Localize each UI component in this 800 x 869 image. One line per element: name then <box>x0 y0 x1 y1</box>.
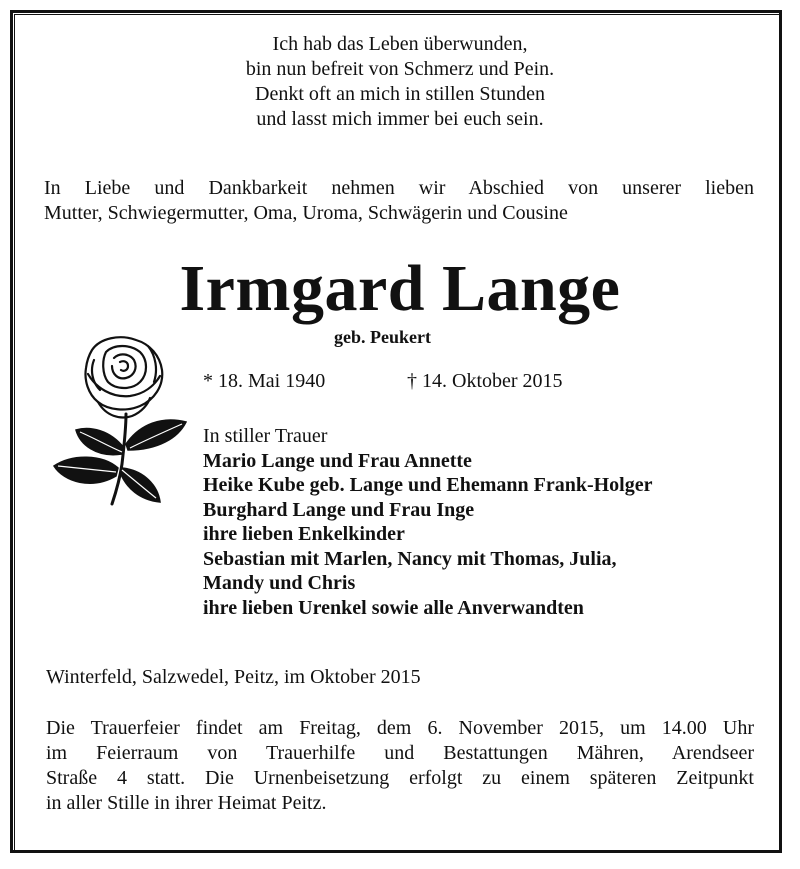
mourner-line: Mandy und Chris <box>203 572 356 594</box>
mourner-line: ihre lieben Enkelkinder <box>203 523 405 545</box>
place-and-date: Winterfeld, Salzwedel, Peitz, im Oktober 2015 <box>46 666 421 688</box>
death-date: † 14. Oktober 2015 <box>407 370 563 392</box>
funeral-service-info <box>46 716 754 816</box>
deceased-name: Irmgard Lange <box>179 252 621 325</box>
rose-icon <box>50 330 200 508</box>
service-line: im Feierraum von Trauerhilfe und Bestattungen Mähren, Arendseer <box>46 742 754 764</box>
poem-line: und lasst mich immer bei euch sein. <box>256 108 544 130</box>
poem-line: bin nun befreit von Schmerz und Pein. <box>245 58 555 80</box>
intro-line: Mutter, Schwiegermutter, Oma, Uroma, Schwägerin und Cousine <box>44 202 568 224</box>
poem-line: Ich hab das Leben überwunden, <box>272 33 528 55</box>
service-line: Die Trauerfeier findet am Freitag, dem 6. November 2015, um 14.00 Uhr <box>46 717 754 739</box>
mourners-list <box>203 424 653 620</box>
service-line: Straße 4 statt. Die Urnenbeisetzung erfolgt zu einem späteren Zeitpunkt <box>46 767 754 789</box>
mourner-line: Burghard Lange und Frau Inge <box>203 498 475 521</box>
poem-line: Denkt oft an mich in stillen Stunden <box>255 83 545 105</box>
mourner-line: Mario Lange und Frau Annette <box>203 449 472 472</box>
service-line: in aller Stille in ihrer Heimat Peitz. <box>46 792 327 814</box>
birth-date: * 18. Mai 1940 <box>203 370 326 392</box>
intro-line: In Liebe und Dankbarkeit nehmen wir Abschied von unserer lieben <box>44 177 754 199</box>
maiden-name: geb. Peukert <box>334 327 431 347</box>
mourner-line: ihre lieben Urenkel sowie alle Anverwandten <box>203 596 584 619</box>
mourner-line: Sebastian mit Marlen, Nancy mit Thomas, Julia, <box>203 547 617 570</box>
mourner-line: Heike Kube geb. Lange und Ehemann Frank-Holger <box>203 474 653 496</box>
intro-text <box>44 176 754 226</box>
poem <box>0 32 800 132</box>
mourning-intro: In stiller Trauer <box>203 425 328 447</box>
